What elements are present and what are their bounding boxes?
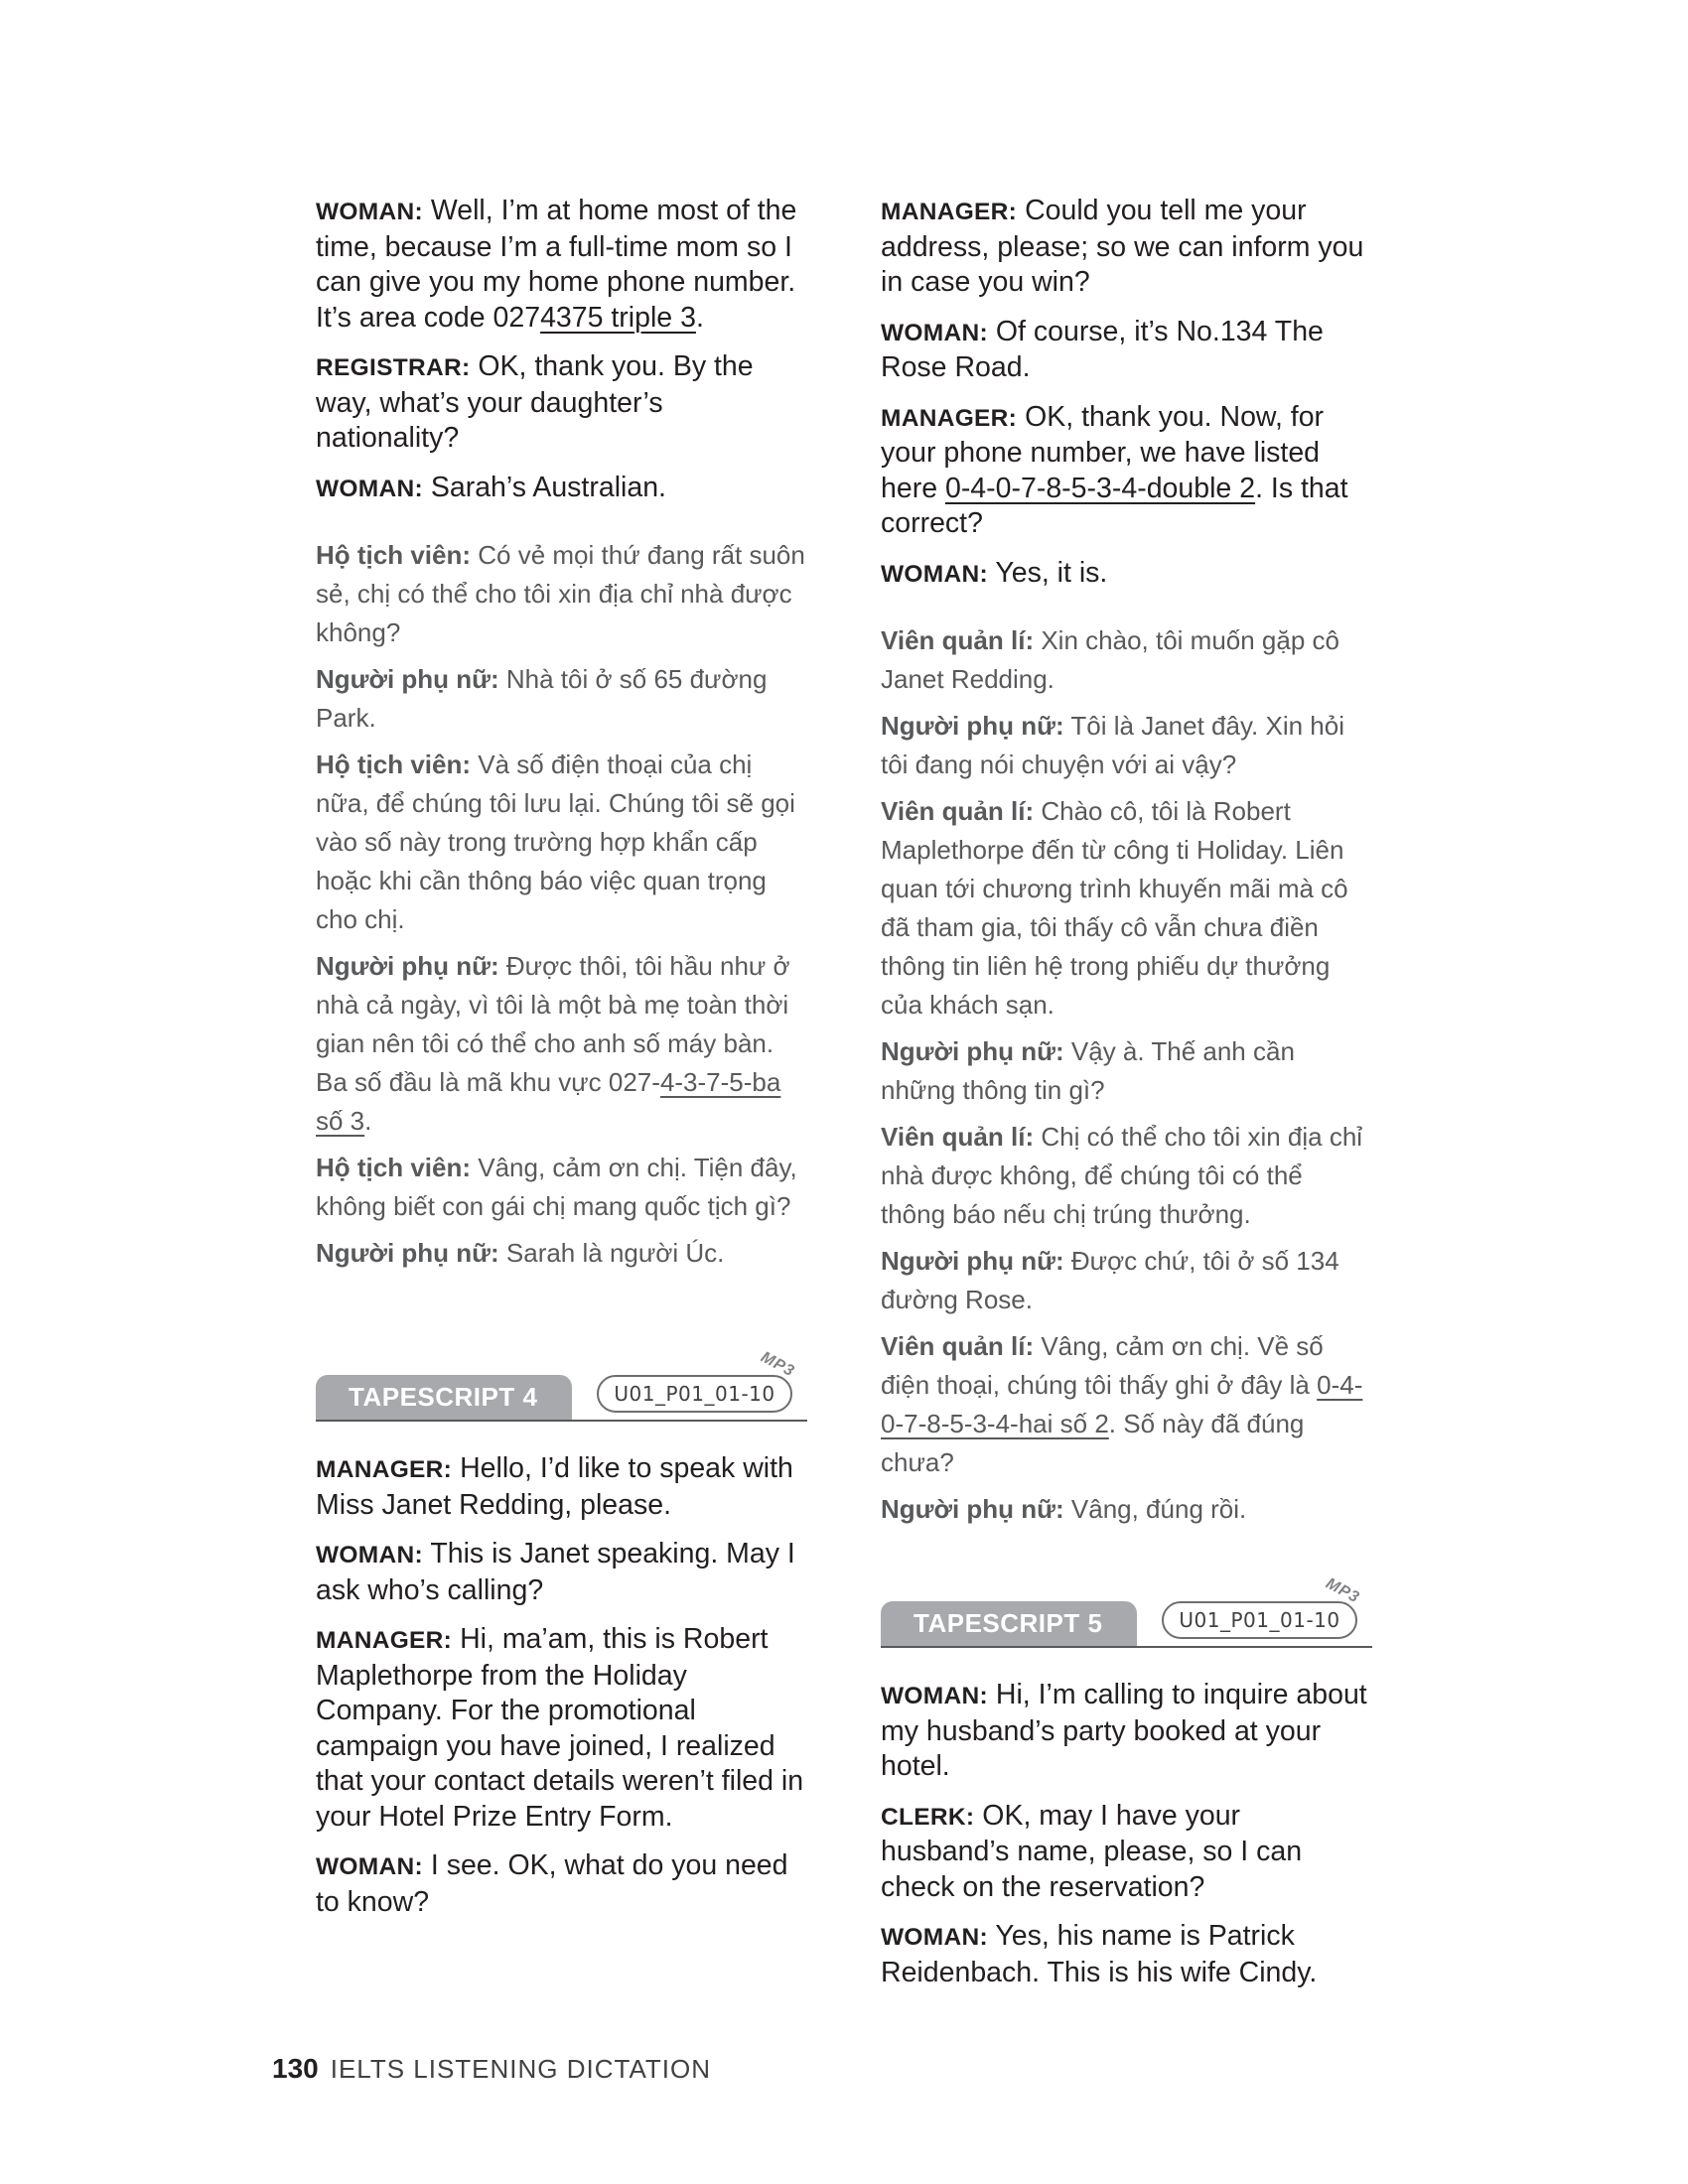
speaker-label: Người phụ nữ:	[316, 664, 499, 694]
dialogue-line: Người phụ nữ: Vâng, đúng rồi.	[881, 1494, 1247, 1524]
dialogue-vietnamese-tapescript-4	[881, 621, 1372, 1529]
dialogue-line: Người phụ nữ: Được thôi, tôi hầu như ở nhà cả ngày, vì tôi là một bà mẹ toàn thời gian nên tôi có thể cho anh số máy bàn. Ba số đầu là mã khu vực 027-4-3-7-5-ba số 3.	[316, 951, 790, 1136]
dialogue-line: MANAGER: Hi, ma’am, this is Robert Maplethorpe from the Holiday Company. For the promotional campaign you have joined, I realized that your contact details weren’t filed in your Hotel Prize Entry Form.	[316, 1623, 804, 1833]
speaker-label: Người phụ nữ:	[316, 1238, 499, 1268]
right-column	[881, 194, 1372, 2004]
dialogue-line: Người phụ nữ: Được chứ, tôi ở số 134 đường Rose.	[881, 1246, 1339, 1314]
speaker-label: Viên quản lí:	[881, 1331, 1035, 1361]
answer-underlined: 0-4-0-7-8-5-3-4-hai số 2	[881, 1370, 1363, 1438]
audio-track-code: U01_P01_01-10	[597, 1375, 792, 1413]
left-column	[316, 194, 807, 1934]
dialogue-vietnamese-tapescript-3	[316, 536, 807, 1273]
speaker-label: Viên quản lí:	[881, 625, 1035, 655]
tapescript-5-header	[881, 1574, 1372, 1656]
dialogue-line: MANAGER: Could you tell me your address, please; so we can inform you in case you win?	[881, 195, 1364, 298]
dialogue-line: Người phụ nữ: Tôi là Janet đây. Xin hỏi tôi đang nói chuyện với ai vậy?	[881, 711, 1344, 779]
page-number: 130	[272, 2053, 319, 2084]
speaker-label: WOMAN:	[881, 1683, 988, 1709]
book-title: IELTS LISTENING DICTATION	[330, 2054, 711, 2084]
dialogue-line: CLERK: OK, may I have your husband’s name, please, so I can check on the reservation?	[881, 1799, 1303, 1903]
speaker-label: MANAGER:	[316, 1627, 453, 1654]
dialogue-line: Hộ tịch viên: Có vẻ mọi thứ đang rất suôn sẻ, chị có thể cho tôi xin địa chỉ nhà được không?	[316, 540, 805, 647]
speaker-label: WOMAN:	[881, 319, 988, 346]
dialogue-line: Hộ tịch viên: Vâng, cảm ơn chị. Tiện đây, không biết con gái chị mang quốc tịch gì?	[316, 1153, 797, 1221]
answer-underlined: 4375 triple 3	[540, 301, 696, 334]
tapescript-title: TAPESCRIPT 4	[316, 1375, 572, 1420]
divider	[881, 1646, 1372, 1648]
dialogue-line: WOMAN: Of course, it’s No.134 The Rose Road.	[881, 315, 1324, 383]
dialogue-line: Người phụ nữ: Nhà tôi ở số 65 đường Park.	[316, 664, 768, 733]
speaker-label: CLERK:	[881, 1803, 975, 1831]
speaker-label: Người phụ nữ:	[881, 711, 1064, 741]
dialogue-line: Hộ tịch viên: Và số điện thoại của chị nữa, để chúng tôi lưu lại. Chúng tôi sẽ gọi vào số này trong trường hợp khẩn cấp hoặc khi cần thông báo việc quan trọng cho chị.	[316, 750, 795, 934]
dialogue-line: WOMAN: Hi, I’m calling to inquire about my husband’s party booked at your hotel.	[881, 1679, 1367, 1782]
dialogue-line: Người phụ nữ: Sarah là người Úc.	[316, 1238, 725, 1268]
speaker-label: Hộ tịch viên:	[316, 540, 472, 570]
dialogue-line: MANAGER: Hello, I’d like to speak with Miss Janet Redding, please.	[316, 1452, 793, 1521]
speaker-label: Viên quản lí:	[881, 796, 1035, 826]
speaker-label: Người phụ nữ:	[881, 1494, 1064, 1524]
dialogue-line: Viên quản lí: Chị có thể cho tôi xin địa chỉ nhà được không, để chúng tôi có thể thông báo nếu chị trúng thưởng.	[881, 1122, 1363, 1229]
speaker-label: WOMAN:	[316, 199, 423, 225]
speaker-label: MANAGER:	[316, 1456, 453, 1483]
speaker-label: Người phụ nữ:	[881, 1036, 1064, 1066]
tapescript-title: TAPESCRIPT 5	[881, 1601, 1137, 1646]
dialogue-line: REGISTRAR: OK, thank you. By the way, what’s your daughter’s nationality?	[316, 350, 754, 454]
divider	[316, 1420, 807, 1422]
dialogue-line: Người phụ nữ: Vậy à. Thế anh cần những thông tin gì?	[881, 1036, 1295, 1105]
dialogue-line: WOMAN: Well, I’m at home most of the time, because I’m a full-time mom so I can give you my home phone number. It’s area code 0274375 triple 3.	[316, 195, 797, 334]
dialogue-english-tapescript-4	[316, 1451, 807, 1920]
tapescript-4-header	[316, 1348, 807, 1430]
page-footer	[272, 2053, 711, 2085]
speaker-label: Người phụ nữ:	[881, 1246, 1064, 1276]
mp3-icon: MP3	[758, 1348, 798, 1381]
speaker-label: Hộ tịch viên:	[316, 750, 472, 779]
audio-track-code: U01_P01_01-10	[1162, 1601, 1357, 1639]
dialogue-line: Viên quản lí: Vâng, cảm ơn chị. Về số điện thoại, chúng tôi thấy ghi ở đây là 0-4-0-7-8-5-3-4-hai số 2. Số này đã đúng chưa?	[881, 1331, 1363, 1477]
dialogue-line: WOMAN: This is Janet speaking. May I ask who’s calling?	[316, 1538, 795, 1606]
speaker-label: WOMAN:	[316, 475, 423, 502]
speaker-label: REGISTRAR:	[316, 354, 471, 381]
speaker-label: Viên quản lí:	[881, 1122, 1035, 1152]
speaker-label: Người phụ nữ:	[316, 951, 499, 981]
speaker-label: WOMAN:	[316, 1542, 423, 1569]
speaker-label: WOMAN:	[881, 560, 988, 588]
dialogue-line: WOMAN: Yes, it is.	[881, 556, 1108, 589]
speaker-label: Hộ tịch viên:	[316, 1153, 472, 1182]
mp3-icon: MP3	[1323, 1574, 1363, 1607]
dialogue-english-tapescript-4-cont	[881, 194, 1372, 592]
speaker-label: MANAGER:	[881, 404, 1018, 432]
dialogue-line: MANAGER: OK, thank you. Now, for your phone number, we have listed here 0-4-0-7-8-5-3-4-double 2. Is that correct?	[881, 400, 1348, 539]
speaker-label: WOMAN:	[316, 1853, 423, 1880]
speaker-label: MANAGER:	[881, 199, 1018, 225]
speaker-label: WOMAN:	[881, 1924, 988, 1951]
dialogue-line: Viên quản lí: Xin chào, tôi muốn gặp cô Janet Redding.	[881, 625, 1339, 694]
dialogue-english-tapescript-3-end	[316, 194, 807, 506]
dialogue-line: WOMAN: Yes, his name is Patrick Reidenbach. This is his wife Cindy.	[881, 1920, 1318, 1988]
dialogue-english-tapescript-5	[881, 1678, 1372, 1990]
dialogue-line: Viên quản lí: Chào cô, tôi là Robert Maplethorpe đến từ công ti Holiday. Liên quan tới chương trình khuyến mãi mà cô đã tham gia, tôi thấy cô vẫn chưa điền thông tin liên hệ trong phiếu dự thưởng của khách sạn.	[881, 796, 1348, 1020]
dialogue-line: WOMAN: Sarah’s Australian.	[316, 471, 666, 503]
answer-underlined: 0-4-0-7-8-5-3-4-double 2	[944, 472, 1256, 504]
dialogue-line: WOMAN: I see. OK, what do you need to know?	[316, 1849, 788, 1918]
answer-underlined: 4-3-7-5-ba số 3	[316, 1067, 781, 1136]
